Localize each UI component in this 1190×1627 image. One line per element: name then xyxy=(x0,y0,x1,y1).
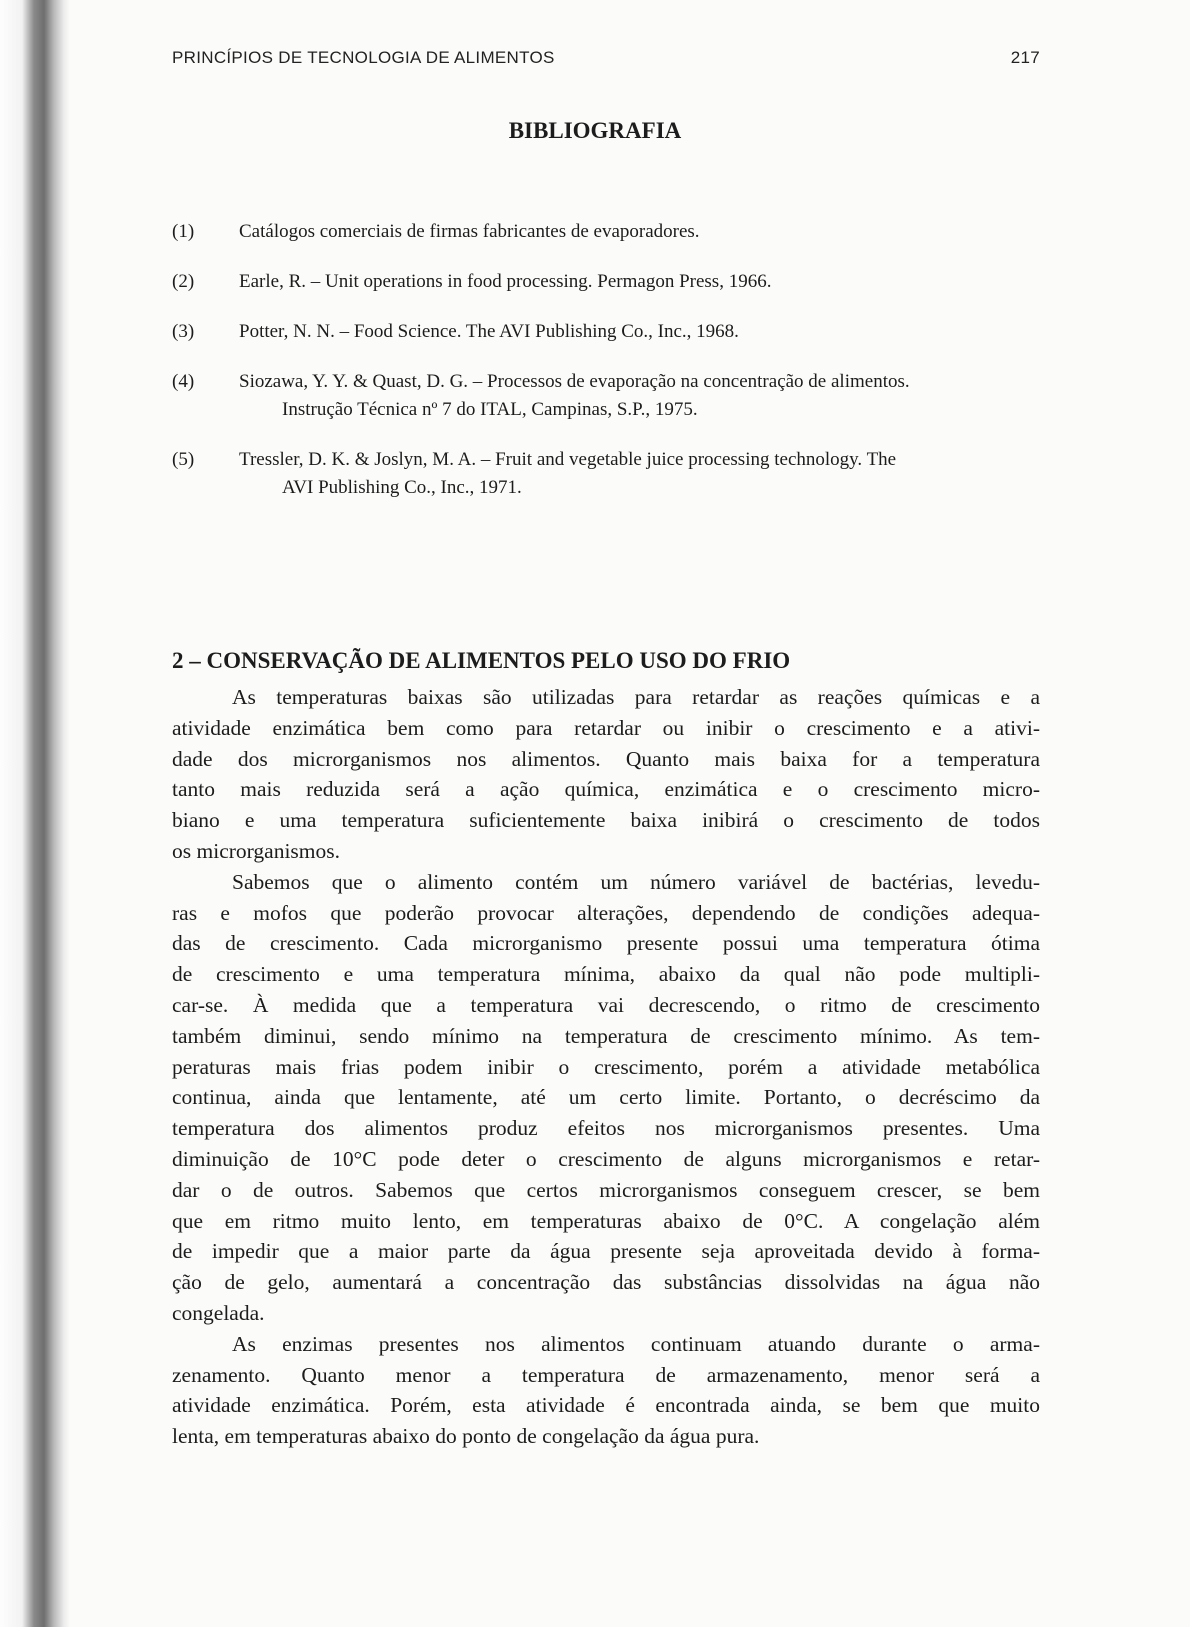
reference-item xyxy=(172,318,1052,346)
reference-item xyxy=(172,446,1052,502)
text-line: As temperaturas baixas são utilizadas para retardar as reações químicas e a xyxy=(232,685,1040,709)
reference-text: Tressler, D. K. & Joslyn, M. A. – Fruit and vegetable juice processing technology. The xyxy=(239,449,897,470)
text-line: Sabemos que o alimento contém um número variável de bactérias, levedu- xyxy=(232,869,1040,894)
text-line: atividade enzimática. Porém, esta atividade é encontrada ainda, se bem que muito xyxy=(172,1393,1040,1418)
page-number: 217 xyxy=(1010,48,1040,67)
reference-text: Potter, N. N. – Food Science. The AVI Publishing Co., Inc., 1968. xyxy=(239,321,739,342)
reference-number: (2) xyxy=(172,271,195,292)
section-body xyxy=(172,682,1040,1452)
text-line: tanto mais reduzida será a ação química, enzimática e o crescimento micro- xyxy=(172,777,1040,802)
text-line: lenta, em temperaturas abaixo do ponto de congelação da água pura. xyxy=(172,1424,760,1449)
text-line: de crescimento e uma temperatura mínima, abaixo da qual não pode multipli- xyxy=(172,962,1040,987)
reference-text: Instrução Técnica nº 7 do ITAL, Campinas, S.P., 1975. xyxy=(282,399,698,420)
text-line: ras e mofos que poderão provocar alterações, dependendo de condições adequa- xyxy=(172,900,1040,925)
running-header xyxy=(172,48,1040,68)
reference-number: (1) xyxy=(172,221,195,242)
paragraph xyxy=(172,1329,1040,1452)
reference-item xyxy=(172,368,1052,424)
reference-number: (3) xyxy=(172,321,195,342)
text-line: de impedir que a maior parte da água presente seja aproveitada devido à forma- xyxy=(172,1239,1040,1264)
running-title: PRINCÍPIOS DE TECNOLOGIA DE ALIMENTOS xyxy=(172,48,555,67)
reference-number: (4) xyxy=(172,371,195,392)
reference-text: Siozawa, Y. Y. & Quast, D. G. – Processos de evaporação na concentração de alimentos. xyxy=(239,371,910,392)
text-line: congelada. xyxy=(172,1300,265,1325)
text-line: peraturas mais frias podem inibir o crescimento, porém a atividade metabólica xyxy=(172,1054,1040,1079)
paragraph xyxy=(172,682,1040,867)
text-line: atividade enzimática bem como para retardar ou inibir o crescimento e a ativi- xyxy=(172,715,1040,740)
text-line: os microrganismos. xyxy=(172,838,341,863)
text-line: temperatura dos alimentos produz efeitos nos microrganismos presentes. Uma xyxy=(172,1116,1040,1141)
text-line: car-se. À medida que a temperatura vai decrescendo, o ritmo de crescimento xyxy=(172,992,1040,1017)
text-line: dade dos microrganismos nos alimentos. Quanto mais baixa for a temperatura xyxy=(172,746,1040,771)
reference-text: Earle, R. – Unit operations in food processing. Permagon Press, 1966. xyxy=(239,271,772,292)
paragraph xyxy=(172,867,1040,1329)
bibliography-title: BIBLIOGRAFIA xyxy=(508,118,682,143)
reference-list xyxy=(172,218,1052,524)
reference-text: AVI Publishing Co., Inc., 1971. xyxy=(282,477,522,498)
reference-item xyxy=(172,218,1052,246)
reference-number: (5) xyxy=(172,449,195,470)
text-line: também diminui, sendo mínimo na temperatura de crescimento mínimo. As tem- xyxy=(172,1023,1040,1048)
text-line: dar o de outros. Sabemos que certos microrganismos conseguem crescer, se bem xyxy=(172,1177,1040,1202)
text-line: zenamento. Quanto menor a temperatura de armazenamento, menor será a xyxy=(172,1362,1040,1387)
text-line: continua, ainda que lentamente, até um certo limite. Portanto, o decréscimo da xyxy=(172,1085,1040,1110)
reference-item xyxy=(172,268,1052,296)
text-line: biano e uma temperatura suficientemente baixa inibirá o crescimento de todos xyxy=(172,808,1040,833)
reference-text: Catálogos comerciais de firmas fabricantes de evaporadores. xyxy=(239,221,700,242)
text-line: ção de gelo, aumentará a concentração das substâncias dissolvidas na água não xyxy=(172,1270,1040,1295)
text-line: diminuição de 10°C pode deter o crescimento de alguns microrganismos e retar- xyxy=(172,1146,1040,1171)
text-line: As enzimas presentes nos alimentos continuam atuando durante o arma- xyxy=(232,1331,1040,1356)
text-line: que em ritmo muito lento, em temperaturas abaixo de 0°C. A congelação além xyxy=(172,1208,1040,1233)
section-heading: 2 – CONSERVAÇÃO DE ALIMENTOS PELO USO DO FRIO xyxy=(172,648,791,673)
page-binding-shadow xyxy=(0,0,70,1627)
text-line: das de crescimento. Cada microrganismo presente possui uma temperatura ótima xyxy=(172,931,1040,956)
